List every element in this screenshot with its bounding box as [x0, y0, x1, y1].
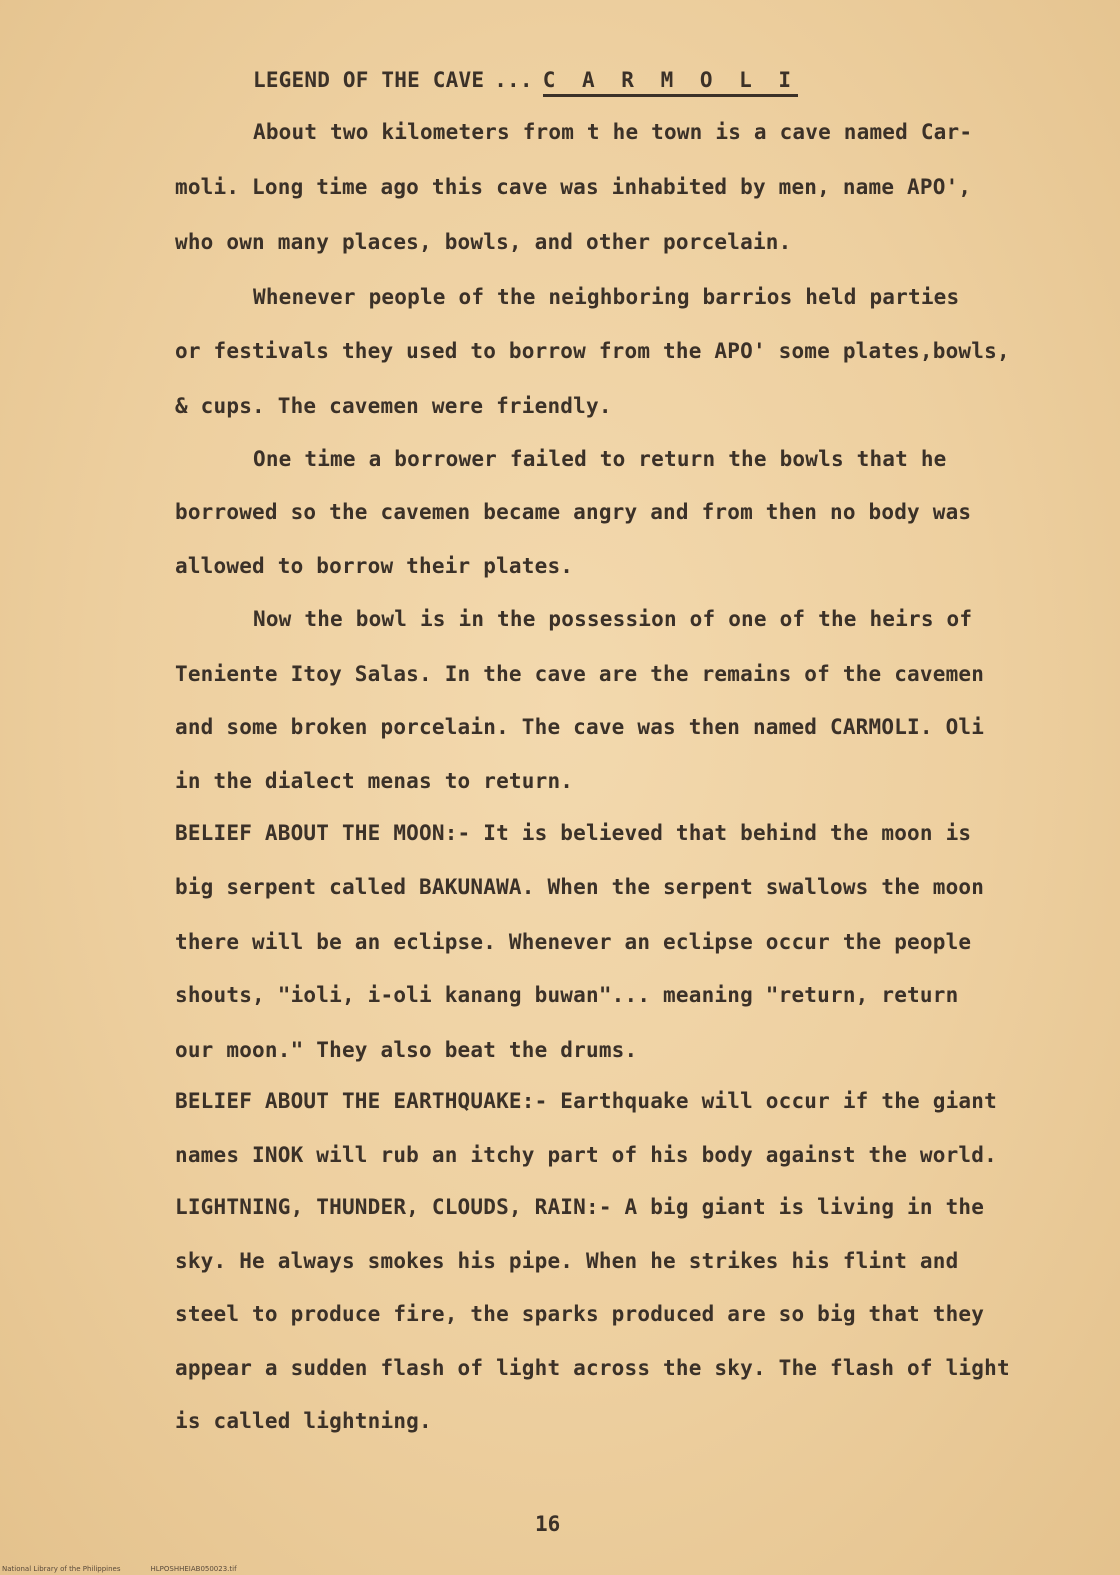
title-carmoli: C A R M O L I [543, 70, 798, 97]
text-line: steel to produce fire, the sparks produced are so big that they [175, 1302, 985, 1326]
footer-file-id: HLPOSHHEIAB050023.tif [150, 1565, 237, 1573]
text-line: or festivals they used to borrow from the APO' some plates,bowls, [175, 339, 1010, 363]
text-line: LIGHTNING, THUNDER, CLOUDS, RAIN:- A big giant is living in the [175, 1195, 985, 1219]
text-line: shouts, "ioli, i-oli kanang buwan"... meaning "return, return [175, 983, 959, 1007]
text-line: moli. Long time ago this cave was inhabited by men, name APO', [175, 175, 972, 199]
text-line: & cups. The cavemen were friendly. [175, 394, 612, 418]
text-line: allowed to borrow their plates. [175, 554, 574, 578]
text-line: big serpent called BAKUNAWA. When the serpent swallows the moon [175, 875, 985, 899]
text-line: in the dialect menas to return. [175, 769, 574, 793]
page-number: 16 [535, 1512, 561, 1536]
text-line: Now the bowl is in the possession of one of the heirs of [253, 607, 973, 631]
footer-library: National Library of the Philippines [2, 1565, 121, 1573]
text-line: appear a sudden flash of light across the sky. The flash of light [175, 1356, 1010, 1380]
text-line: sky. He always smokes his pipe. When he strikes his flint and [175, 1249, 959, 1273]
text-line: Whenever people of the neighboring barrios held parties [253, 285, 960, 309]
text-line: is called lightning. [175, 1409, 432, 1433]
text-line: About two kilometers from t he town is a cave named Car- [253, 120, 973, 144]
title-separator: ... [494, 68, 533, 92]
text-line: borrowed so the cavemen became angry and from then no body was [175, 500, 972, 524]
text-line: One time a borrower failed to return the bowls that he [253, 447, 947, 471]
text-line: there will be an eclipse. Whenever an eclipse occur the people [175, 930, 972, 954]
text-line: our moon." They also beat the drums. [175, 1038, 638, 1062]
text-line: BELIEF ABOUT THE EARTHQUAKE:- Earthquake will occur if the giant [175, 1089, 997, 1113]
document-title [253, 70, 798, 97]
title-prefix: LEGEND OF THE CAVE [253, 68, 485, 92]
text-line: Teniente Itoy Salas. In the cave are the remains of the cavemen [175, 662, 985, 686]
text-line: names INOK will rub an itchy part of his body against the world. [175, 1143, 997, 1167]
text-line: BELIEF ABOUT THE MOON:- It is believed that behind the moon is [175, 821, 972, 845]
text-line: and some broken porcelain. The cave was then named CARMOLI. Oli [175, 715, 985, 739]
scan-footer [2, 1565, 267, 1573]
text-line: who own many places, bowls, and other porcelain. [175, 230, 792, 254]
